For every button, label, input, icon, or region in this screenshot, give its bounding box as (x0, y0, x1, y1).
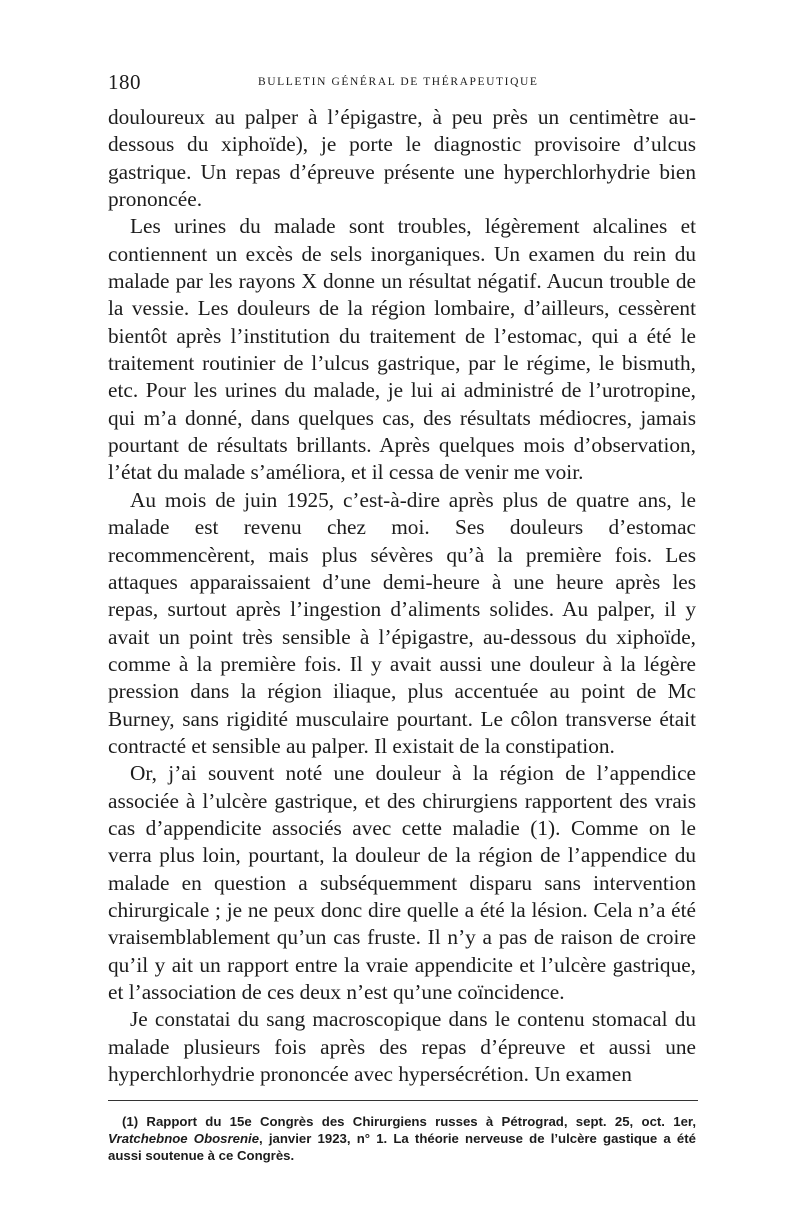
footnote (108, 1113, 696, 1164)
paragraph: Les urines du malade sont troubles, légèrement alcalines et contiennent un excès de sels inorganiques. Un examen du rein du malade par les rayons X donne un résultat négatif. Aucun trouble de la vessie. Les douleurs de la région lombaire, d’ailleurs, cessèrent bientôt après l’institution du traitement de l’estomac, qui a été le traitement routinier de l’ulcus gastrique, par le régime, le bismuth, etc. Pour les urines du malade, je lui ai administré de l’urotropine, qui m’a donné, dans quelques cas, des résultats médiocres, jamais pourtant de résultats brillants. Après quelques mois d’observation, l’état du malade s’améliora, et il cessa de venir me voir. (108, 214, 696, 485)
paragraph: Or, j’ai souvent noté une douleur à la région de l’appendice associée à l’ulcère gastrique, et des chirurgiens rapportent des vrais cas d’appendicite associés avec cette maladie (1). Comme on le verra plus loin, pourtant, la douleur de la région de l’appendice du malade en question a subséquemment disparu sans intervention chirurgicale ; je ne peux donc dire quelle a été la lésion. Cela n’a été vraisemblablement qu’un cas fruste. Il n’y a pas de raison de croire qu’il y ait un rapport entre la vraie appendicite et l’ulcère gastrique, et l’association de ces deux n’est qu’une coïncidence. (108, 761, 696, 1004)
document-page (108, 64, 696, 1164)
paragraph: Au mois de juin 1925, c’est-à-dire après plus de quatre ans, le malade est revenu chez moi. Ses douleurs d’estomac recommencèrent, mais plus sévères qu’à la première fois. Les attaques apparaissaient d’une demi-heure à une heure après les repas, surtout après l’ingestion d’aliments solides. Au palper, il y avait un point très sensible à l’épigastre, au-dessous du xiphoïde, comme à la première fois. Il y avait aussi une douleur à la légère pression dans la région iliaque, plus accentuée au point de Mc Burney, sans rigidité musculaire pourtant. Le côlon transverse était contracté et sensible au palper. Il existait de la constipation. (108, 487, 696, 758)
paragraph: Je constatai du sang macroscopique dans le contenu stomacal du malade plusieurs fois après des repas d’épreuve et aussi une hyperchlorhydrie prononcée avec hypersécrétion. Un examen (108, 1007, 696, 1087)
running-title: BULLETIN GÉNÉRAL DE THÉRAPEUTIQUE (258, 76, 539, 88)
footnote-divider (108, 1100, 698, 1101)
footnote-journal: Vratchebnoe Obosrenie (108, 1131, 260, 1147)
footnote-text-before: Rapport du 15e Congrès des Chirurgiens russes à Pétrograd, sept. 25, oct. 1er, (138, 1114, 696, 1130)
paragraph: douloureux au palper à l’épigastre, à peu près un centimètre au-dessous du xiphoïde), je porte le diagnostic provisoire d’ulcus gastrique. Un repas d’épreuve présente une hyperchlorhydrie bien prononcée. (108, 105, 696, 212)
footnote-mark: (1) (122, 1114, 139, 1130)
page-number: 180 (108, 70, 141, 94)
body-text (108, 104, 696, 1088)
page-header (108, 64, 696, 98)
footnote-text-after: , janvier 1923, n° 1. La théorie nerveuse de l’ulcère gastique a été aussi soutenue à ce Congrès. (108, 1131, 696, 1164)
